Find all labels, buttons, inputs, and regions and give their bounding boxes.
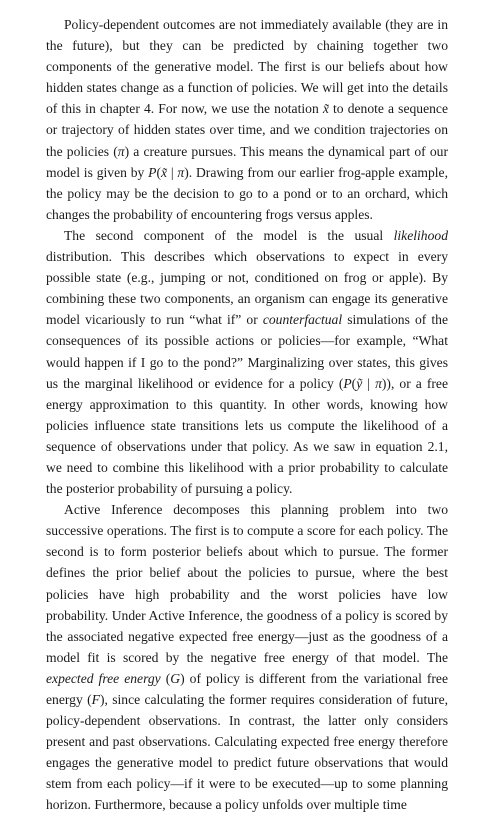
italic-text: x̃ <box>322 101 329 117</box>
text-run: The second component of the model is the usual <box>64 227 394 243</box>
italic-text: P <box>148 164 157 180</box>
italic-text: F <box>91 692 100 707</box>
text-run: )), or a free energy approximation to this quantity. In other words, knowing how policies influence state transitions lets us compute the likelihood of a sequence of observations under that policy. As we saw in equation 2.1, we need to combine this likelihood with a prior probability to calculate the posterior probability of pursuing a policy. <box>46 375 448 497</box>
paragraph-2 <box>46 225 448 499</box>
text-run: ) of policy is different from the variational free energy ( <box>46 670 448 707</box>
italic-text: counterfactual <box>262 312 343 328</box>
text-run: Policy-dependent outcomes are not immediately available (they are in the future), but they can be predicted by chaining together two components of the generative model. The first is our beliefs about how hidden states change as a function of policies. We will get into the details of this in chapter 4. For now, we use the notation <box>46 17 448 117</box>
italic-text: expected free energy <box>46 670 161 686</box>
italic-text: π <box>177 164 185 180</box>
text-run: to denote a sequence or trajectory of hidden states over time, and we condition trajectories on the policies ( <box>46 101 448 159</box>
italic-text: likelihood <box>393 227 448 243</box>
text-run: ) a creature pursues. This means the dynamical part of our model is given by <box>46 143 448 180</box>
italic-text: G <box>170 670 181 686</box>
text-run: Active Inference decomposes this planning problem into two successive operations. The first is to compute a score for each policy. The second is to form posterior beliefs about which to pursue. The former defines the prior belief about the policies to pursue, where the best policies have high probability and the worst policies have low probability. Under Active Inference, the goodness of a policy is scored by the associated negative expected free energy—just as the goodness of a model fit is scored by the negative free energy of that model. The <box>46 502 448 665</box>
text-run: | <box>362 375 376 391</box>
italic-text: x̃ <box>161 164 168 180</box>
italic-text: π <box>117 143 125 159</box>
text-run: ), since calculating the former requires consideration of future, policy-dependent observations. In contrast, the latter only considers present and past observations. Calculating expected free energy therefore engages the generative model to predict future observations that would stem from each policy—if it were to be executed—up to some planning horizon. Furthermore, because a policy unfolds over multiple time <box>46 692 448 813</box>
italic-text: ỹ <box>356 375 363 391</box>
text-run: ( <box>160 670 171 686</box>
text-run: ( <box>156 164 161 180</box>
text-run: ). Drawing from our earlier frog-apple example, the policy may be the decision to go to a pond or to an orchard, which changes the probability of encountering frogs versus apples. <box>46 164 448 222</box>
text-run: simulations of the consequences of its possible actions or policies—for example, “What would happen if I go to the pond?” Marginalizing over states, this gives us the marginal likelihood or evidence for a policy ( <box>46 312 448 391</box>
italic-text: π <box>375 375 382 391</box>
text-run: distribution. This describes which observations to expect in every possible state (e.g., jumping or not, conditioned on frog or apple). By combining these two components, an organism can engage its generative model vicariously to run “what if” or <box>46 249 448 328</box>
paragraph-1 <box>46 14 448 225</box>
text-run: | <box>167 164 178 180</box>
text-run: ( <box>351 375 357 391</box>
italic-text: P <box>343 375 352 391</box>
paragraph-3 <box>46 499 448 815</box>
